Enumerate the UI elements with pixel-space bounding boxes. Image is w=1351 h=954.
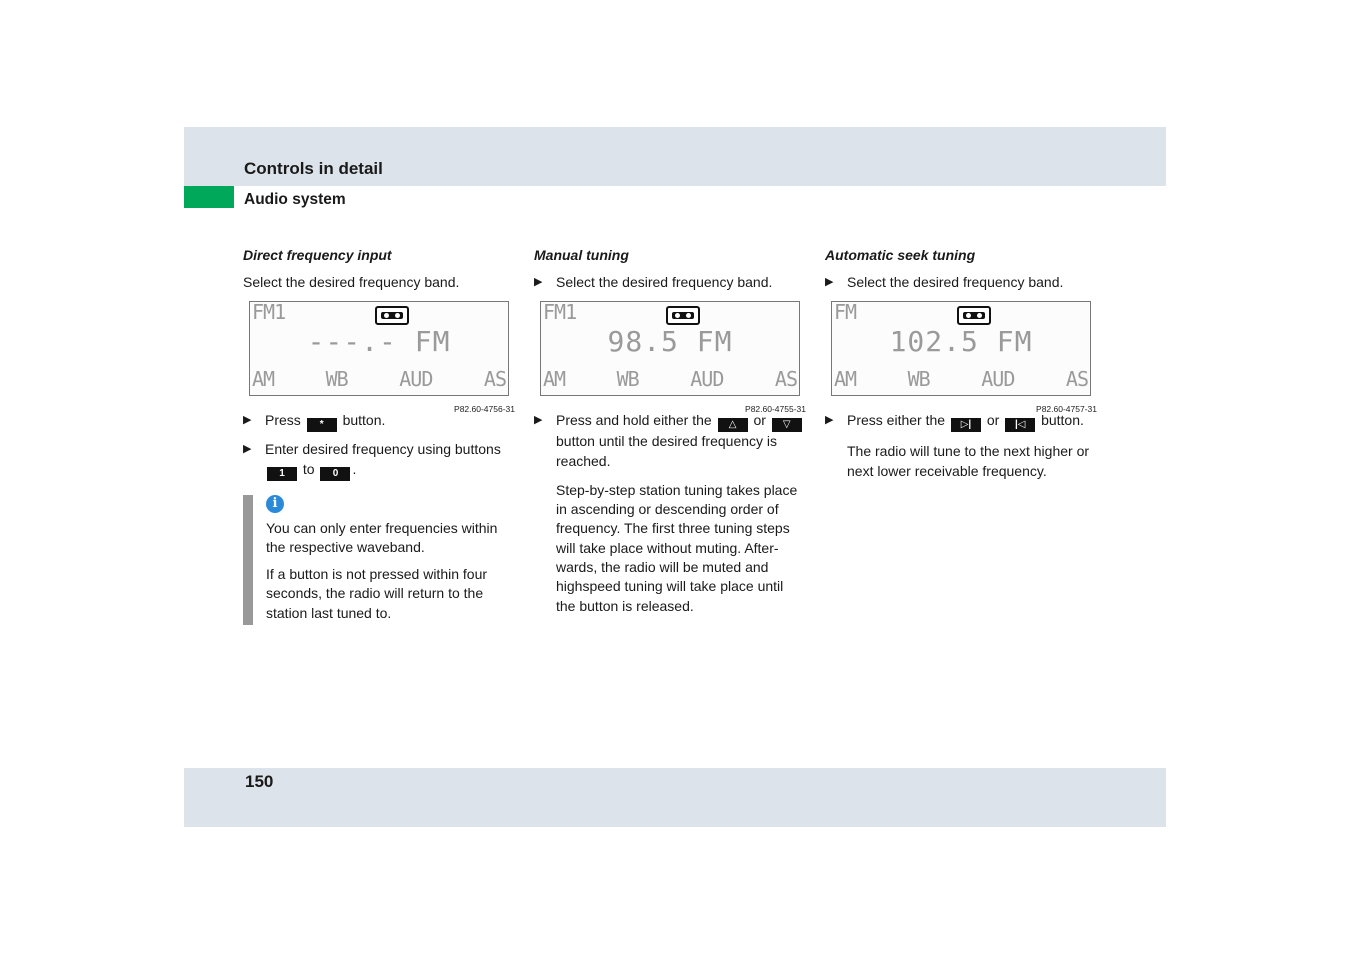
cassette-icon — [666, 306, 700, 325]
lcd-bottom-row — [252, 367, 506, 392]
figure-code: P82.60-4755-31 — [745, 404, 806, 415]
info-paragraph-2: If a button is not pressed within four seconds, the radio will return to the station last tuned to. — [266, 566, 488, 621]
intro-text: Select the desired frequency band. — [243, 274, 460, 290]
info-icon: i — [266, 495, 284, 513]
lcd-bottom-row — [543, 367, 797, 392]
heading-manual-tuning: Manual tuning — [534, 247, 629, 263]
section-tab-marker — [184, 186, 234, 208]
step-press-hold: ▶ Press and hold either the △ or ▽ button until the desired frequency is reached. — [534, 411, 806, 471]
lcd-aud: AUD — [690, 367, 724, 392]
bullet-arrow-icon: ▶ — [534, 414, 543, 427]
subsection-title: Audio system — [244, 191, 346, 208]
lcd-frequency: 98.5 FM — [607, 325, 733, 359]
radio-display — [825, 300, 1097, 415]
step-press-seek: ▶ Press either the ▷| or |◁ button. — [825, 412, 1084, 431]
heading-automatic-seek-tuning: Automatic seek tuning — [825, 247, 976, 263]
lcd-aud: AUD — [399, 367, 433, 392]
info-paragraph-1: You can only enter frequencies within the respective waveband. — [266, 519, 498, 555]
lcd-as: AS — [774, 367, 797, 392]
column-automatic-seek-tuning — [825, 246, 1097, 481]
lcd-am: AM — [252, 367, 275, 392]
lcd-frequency: 102.5 FM — [889, 325, 1033, 359]
step-select-band: ▶ Select the desired frequency band. — [534, 273, 806, 292]
seek-prev-key-icon: |◁ — [1005, 418, 1035, 432]
bullet-arrow-icon: ▶ — [534, 276, 543, 288]
page-number: 150 — [245, 772, 274, 791]
bullet-arrow-icon: ▶ — [825, 414, 834, 427]
key-1-icon: 1 — [267, 467, 297, 481]
lcd-wb: WB — [907, 367, 930, 392]
lcd-am: AM — [543, 367, 566, 392]
manual-tuning-explanation: Step-by-step station tuning takes place in ascending or descending order of frequency. The first three tuning steps will take place without muting. After-wards, the radio will be muted and highspeed tuning will take place until the button is released. — [556, 481, 798, 614]
step-enter-frequency: ▶ Enter desired frequency using buttons 1 to 0 . — [243, 441, 501, 479]
lcd-band-label: FM1 — [543, 300, 577, 325]
seek-next-key-icon: ▷| — [951, 418, 981, 432]
cassette-icon — [375, 306, 409, 325]
lcd-frequency: ---.- FM — [307, 325, 451, 359]
step-press-star: ▶ Press * button. — [243, 412, 386, 431]
step-select-band: ▶ Select the desired frequency band. — [825, 273, 1097, 292]
cassette-icon — [957, 306, 991, 325]
lcd-screen — [831, 301, 1091, 396]
seek-tuning-explanation: The radio will tune to the next higher or next lower receivable frequency. — [847, 443, 1090, 479]
section-title: Controls in detail — [244, 159, 383, 178]
bullet-arrow-icon: ▶ — [825, 276, 834, 288]
lcd-wb: WB — [616, 367, 639, 392]
lcd-bottom-row — [834, 367, 1088, 392]
key-0-icon: 0 — [320, 467, 350, 481]
figure-code: P82.60-4757-31 — [1036, 404, 1097, 415]
footer-band — [184, 768, 1166, 827]
lcd-as: AS — [1065, 367, 1088, 392]
star-key-icon: * — [307, 418, 337, 432]
info-note — [243, 495, 515, 623]
lcd-screen — [540, 301, 800, 396]
lcd-band-label: FM1 — [252, 300, 286, 325]
lcd-band-label: FM — [834, 300, 857, 325]
lcd-screen — [249, 301, 509, 396]
down-key-icon: ▽ — [772, 418, 802, 432]
radio-display — [534, 300, 806, 415]
figure-code: P82.60-4756-31 — [454, 404, 515, 415]
lcd-wb: WB — [325, 367, 348, 392]
column-manual-tuning — [534, 246, 806, 616]
info-side-bar — [243, 495, 253, 625]
lcd-am: AM — [834, 367, 857, 392]
lcd-aud: AUD — [981, 367, 1015, 392]
lcd-as: AS — [483, 367, 506, 392]
bullet-arrow-icon: ▶ — [243, 443, 252, 456]
up-key-icon: △ — [718, 418, 748, 432]
bullet-arrow-icon: ▶ — [243, 414, 252, 427]
radio-display — [243, 300, 515, 415]
heading-direct-frequency-input: Direct frequency input — [243, 247, 392, 263]
column-direct-frequency-input — [243, 246, 515, 623]
